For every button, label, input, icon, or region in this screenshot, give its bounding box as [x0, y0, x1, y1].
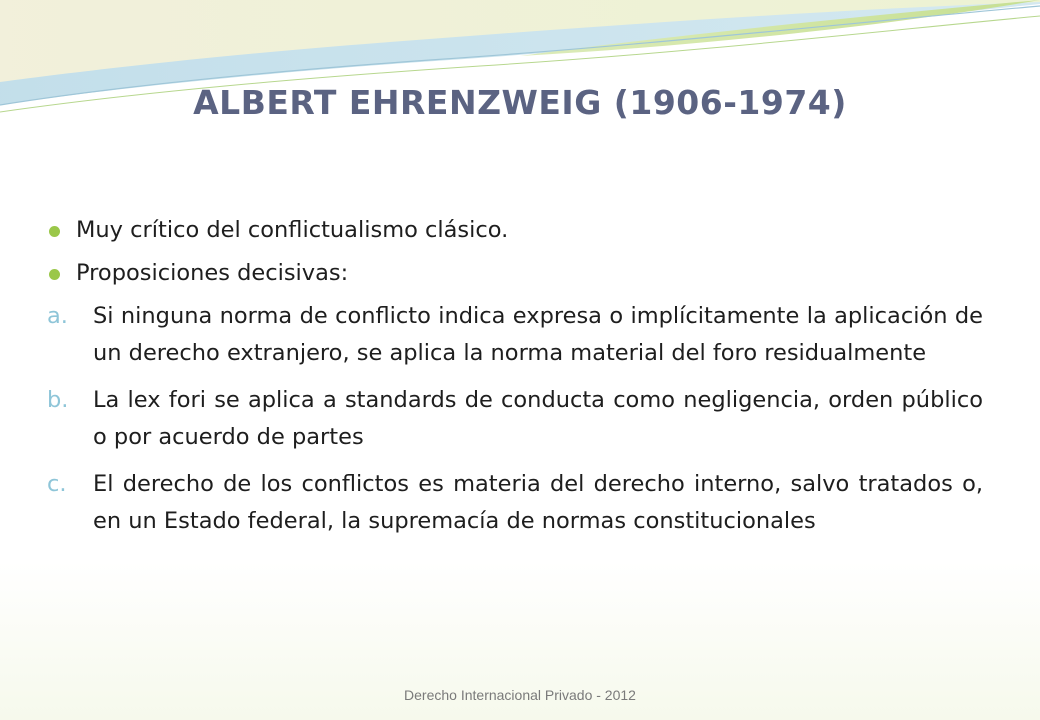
bullet-item	[47, 212, 983, 249]
bullet-item	[47, 255, 983, 292]
item-text: La lex fori se aplica a standards de conducta como negligencia, orden público o por acuerdo de partes	[93, 387, 983, 450]
bullet-text: Proposiciones decisivas:	[76, 260, 349, 286]
numbered-item	[47, 298, 983, 372]
item-marker: a.	[47, 303, 68, 329]
slide-body	[47, 212, 983, 550]
numbered-item	[47, 466, 983, 540]
item-text: Si ninguna norma de conflicto indica expresa o implícitamente la aplicación de un derecho extranjero, se aplica la norma material del foro residualmente	[93, 303, 983, 366]
bullet-dot-icon	[49, 269, 60, 280]
item-text: El derecho de los conflictos es materia del derecho interno, salvo tratados o, en un Estado federal, la supremacía de normas constitucionales	[93, 471, 983, 534]
bullet-text: Muy crítico del conflictualismo clásico.	[76, 217, 509, 243]
bullet-dot-icon	[49, 226, 60, 237]
item-marker: b.	[47, 387, 69, 413]
slide-footer: Derecho Internacional Privado - 2012	[404, 687, 636, 703]
numbered-item	[47, 382, 983, 456]
item-marker: c.	[47, 471, 67, 497]
slide-title: ALBERT EHRENZWEIG (1906-1974)	[193, 83, 847, 122]
